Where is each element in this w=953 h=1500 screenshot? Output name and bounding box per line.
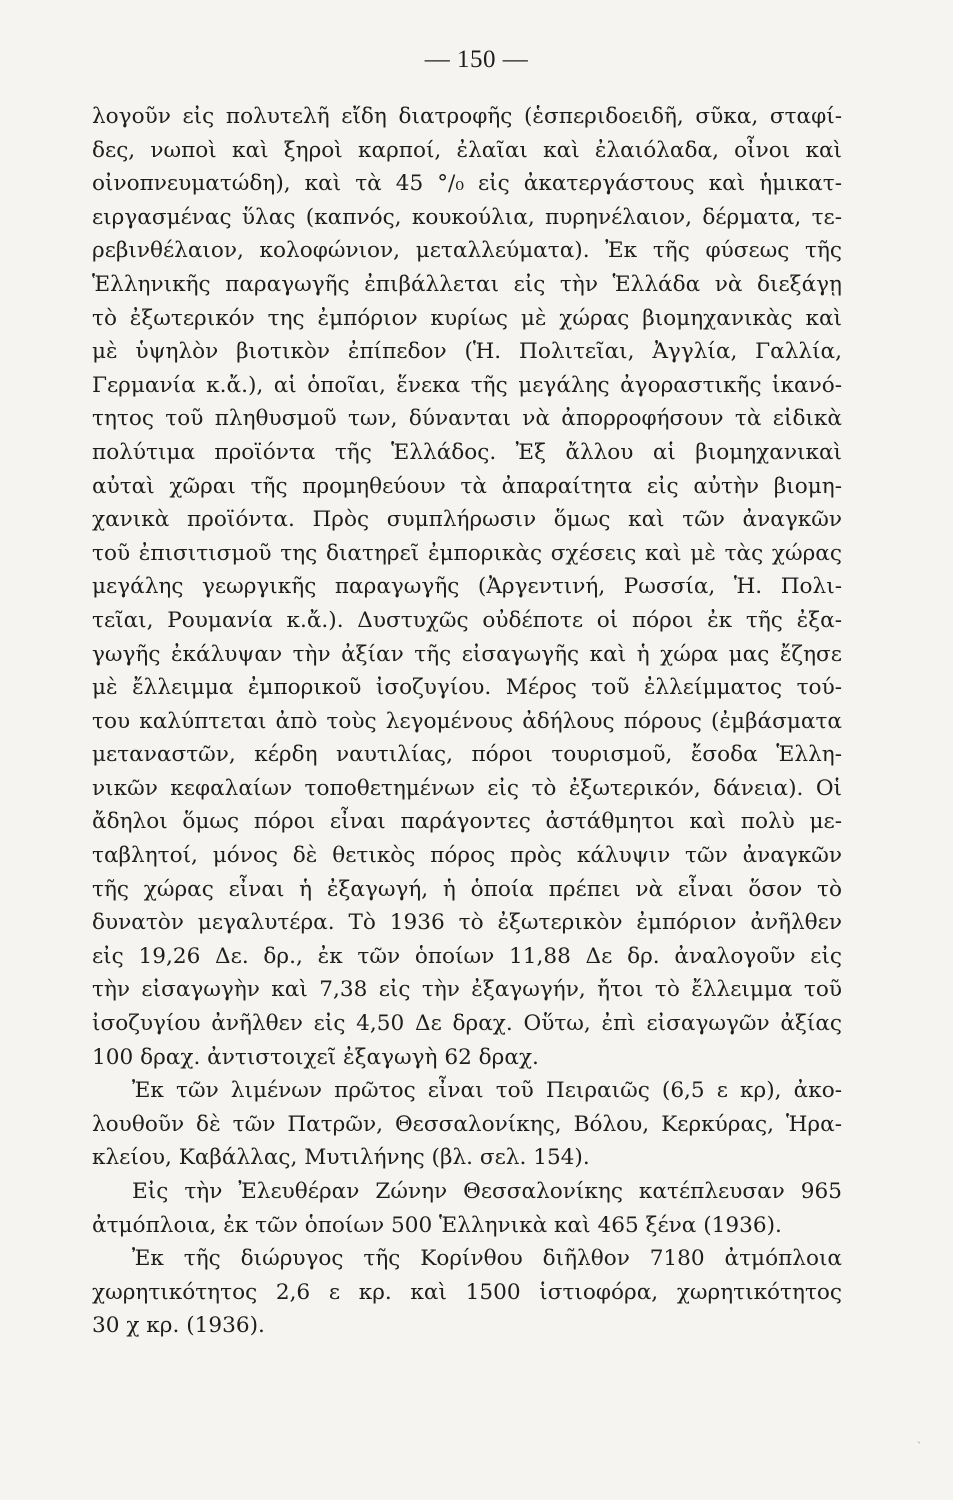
text-line: Εἰς τὴν Ἐλευθέραν Ζώνην Θεσσαλονίκης κατέπλευσαν 965 bbox=[132, 1179, 842, 1204]
text-line: εἰς 19,26 Δε. δρ., ἐκ τῶν ὁποίων 11,88 Δε δρ. ἀναλογοῦν εἰς bbox=[92, 943, 842, 969]
text-line: Ἐκ τῶν λιμένων πρῶτος εἶναι τοῦ Πειραιῶς (6,5 ε κρ), ἀκο- bbox=[132, 1078, 842, 1104]
text-line: ταβλητοί, μόνος δὲ θετικὸς πόρος πρὸς κάλυψιν τῶν ἀναγκῶν bbox=[92, 843, 842, 869]
text-line: Ἐκ τῆς διώρυγος τῆς Κορίνθου διῆλθον 7180 ἀτμόπλοια bbox=[132, 1246, 842, 1272]
text-line: ἀτμόπλοια, ἐκ τῶν ὁποίων 500 Ἑλληνικὰ καὶ 465 ξένα (1936). bbox=[92, 1212, 782, 1238]
text-line: μεταναστῶν, κέρδη ναυτιλίας, πόροι τουρισμοῦ, ἔσοδα Ἑλλη- bbox=[92, 742, 842, 768]
text-line: τὴν εἰσαγωγὴν καὶ 7,38 εἰς τὴν ἐξαγωγήν, ἤτοι τὸ ἔλλειμμα τοῦ bbox=[92, 977, 842, 1003]
text-line: του καλύπτεται ἀπὸ τοὺς λεγομένους ἀδήλους πόρους (ἐμβάσματα bbox=[92, 708, 842, 734]
text-line: χανικὰ προϊόντα. Πρὸς συμπλήρωσιν ὅμως καὶ τῶν ἀναγκῶν bbox=[92, 507, 842, 533]
text-line: τῆς χώρας εἶναι ἡ ἐξαγωγή, ἡ ὁποία πρέπει νὰ εἶναι ὅσον τὸ bbox=[92, 876, 842, 902]
text-line: μεγάλης γεωργικῆς παραγωγῆς (Ἀργεντινή, Ρωσσία, Ἡ. Πολι- bbox=[92, 574, 842, 600]
text-line: δυνατὸν μεγαλυτέρα. Τὸ 1936 τὸ ἐξωτερικὸν ἐμπόριον ἀνῆλθεν bbox=[92, 910, 842, 936]
text-line: ειργασμένας ὕλας (καπνός, κουκούλια, πυρηνέλαιον, δέρματα, τε- bbox=[92, 204, 842, 230]
text-line: τὸ ἐξωτερικόν της ἐμπόριον κυρίως μὲ χώρας βιομηχανικὰς καὶ bbox=[92, 305, 842, 331]
text-line: μὲ ἔλλειμμα ἐμπορικοῦ ἰσοζυγίου. Μέρος τοῦ ἐλλείμματος τού- bbox=[92, 675, 842, 701]
text-line: τοῦ ἐπισιτισμοῦ της διατηρεῖ ἐμπορικὰς σχέσεις καὶ μὲ τὰς χώρας bbox=[92, 540, 842, 566]
text-line: ρεβινθέλαιον, κολοφώνιον, μεταλλεύματα). Ἐκ τῆς φύσεως τῆς bbox=[92, 238, 842, 264]
text-line: δες, νωποὶ καὶ ξηροὶ καρποί, ἐλαῖαι καὶ ἐλαιόλαδα, οἶνοι καὶ bbox=[92, 137, 842, 163]
text-line: χωρητικότητος 2,6 ε κρ. καὶ 1500 ἱστιοφόρα, χωρητικότητος bbox=[92, 1279, 842, 1305]
text-line: μὲ ὑψηλὸν βιοτικὸν ἐπίπεδον (Ἡ. Πολιτεῖαι, Ἀγγλία, Γαλλία, bbox=[92, 339, 842, 365]
page-number: — 150 — bbox=[424, 46, 529, 73]
text-line: πολύτιμα προϊόντα τῆς Ἑλλάδος. Ἐξ ἄλλου αἱ βιομηχανικαὶ bbox=[92, 439, 842, 465]
text-line: Γερμανία κ.ἄ.), αἱ ὁποῖαι, ἕνεκα τῆς μεγάλης ἀγοραστικῆς ἱκανό- bbox=[92, 372, 842, 398]
text-line: λουθοῦν δὲ τῶν Πατρῶν, Θεσσαλονίκης, Βόλου, Κερκύρας, Ἡρα- bbox=[92, 1111, 842, 1137]
text-line: λογοῦν εἰς πολυτελῆ εἴδη διατροφῆς (ἑσπεριδοειδῆ, σῦκα, σταφί- bbox=[92, 104, 842, 129]
text-line: αὐταὶ χῶραι τῆς προμηθεύουν τὰ ἀπαραίτητα εἰς αὐτὴν βιομη- bbox=[92, 473, 842, 499]
text-line: ἄδηλοι ὅμως πόροι εἶναι παράγοντες ἀστάθμητοι καὶ πολὺ με- bbox=[92, 809, 842, 835]
text-line: 30 χ κρ. (1936). bbox=[92, 1313, 265, 1339]
text-line: κλείου, Καβάλλας, Μυτιλήνης (βλ. σελ. 154). bbox=[92, 1145, 590, 1171]
text-line: τητος τοῦ πληθυσμοῦ των, δύνανται νὰ ἀπορροφήσουν τὰ εἰδικὰ bbox=[92, 406, 842, 432]
text-line: τεῖαι, Ρουμανία κ.ἄ.). Δυστυχῶς οὐδέποτε οἱ πόροι ἐκ τῆς ἐξα- bbox=[92, 607, 842, 633]
text-line: γωγῆς ἐκάλυψαν τὴν ἀξίαν τῆς εἰσαγωγῆς καὶ ἡ χώρα μας ἔζησε bbox=[92, 641, 842, 667]
text-line: οἰνοπνευματώδη), καὶ τὰ 45 °/₀ εἰς ἀκατεργάστους καὶ ἡμικατ- bbox=[92, 171, 842, 197]
text-line: νικῶν κεφαλαίων τοποθετημένων εἰς τὸ ἐξωτερικόν, δάνεια). Οἱ bbox=[92, 775, 842, 801]
text-line: Ἑλληνικῆς παραγωγῆς ἐπιβάλλεται εἰς τὴν Ἑλλάδα νὰ διεξάγῃ bbox=[92, 271, 842, 297]
body-text bbox=[92, 100, 842, 1343]
text-line: ἰσοζυγίου ἀνῆλθεν εἰς 4,50 Δε δραχ. Οὕτω, ἐπὶ εἰσαγωγῶν ἀξίας bbox=[92, 1011, 842, 1037]
scan-mark: ˎ bbox=[917, 1430, 921, 1444]
text-line: 100 δραχ. ἀντιστοιχεῖ ἐξαγωγὴ 62 δραχ. bbox=[92, 1044, 539, 1070]
